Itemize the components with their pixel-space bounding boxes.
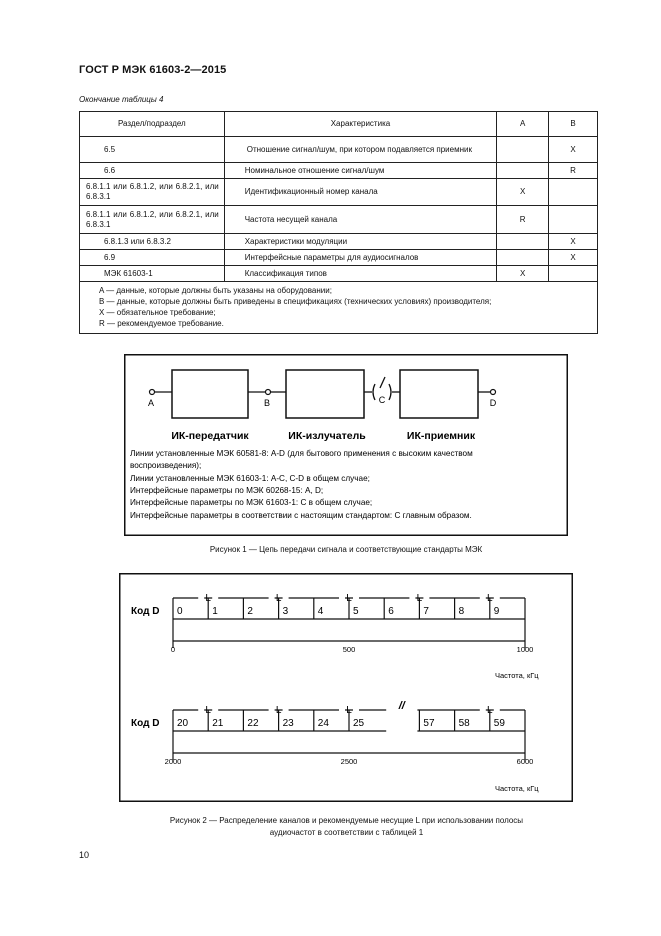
cell-b xyxy=(549,266,598,282)
table-row xyxy=(80,163,598,179)
cell-section: 6.8.1.3 или 6.8.3.2 xyxy=(80,234,225,250)
band2-tick-label: 6000 xyxy=(516,757,534,766)
optical-path-left xyxy=(373,384,375,400)
ir-receiver-label: ИК-приемник xyxy=(406,430,476,442)
note-a: A — данные, которые должны быть указаны на оборудовании; xyxy=(99,286,332,295)
figure-1-line: воспроизведения); xyxy=(130,461,202,470)
note-x: X — обязательное требование; xyxy=(99,308,216,317)
band2-code-label: 23 xyxy=(282,718,294,729)
band1-tick-label: 1000 xyxy=(516,645,534,654)
cell-a xyxy=(497,234,549,250)
cell-a xyxy=(497,163,549,179)
band2-code-label: 58 xyxy=(458,718,470,729)
figure-2-caption-line: Рисунок 2 — Распределение каналов и рекомендуемые несущие L при использовании полосы xyxy=(169,816,524,825)
document-title: ГОСТ Р МЭК 61603-2—2015 xyxy=(79,64,227,76)
band1-code-label: 4 xyxy=(317,606,324,617)
terminal-d xyxy=(491,390,496,395)
note-r: R — рекомендуемое требование. xyxy=(99,319,224,328)
band1-code-label: 6 xyxy=(388,606,394,617)
band2-code-label: 20 xyxy=(177,718,189,729)
cell-characteristic: Характеристики модуляции xyxy=(224,234,496,250)
cell-a: X xyxy=(497,179,549,206)
table-row xyxy=(80,206,598,234)
cell-b: X xyxy=(549,250,598,266)
figure-2-caption-line: аудиочастот в соответствии с таблицей 1 xyxy=(269,828,424,837)
header-b: B xyxy=(549,112,598,137)
ir-emitter-block xyxy=(286,370,364,418)
band1-axis-unit: Частота, кГц xyxy=(495,671,539,680)
optical-break-mark xyxy=(380,377,385,388)
band2-code-label: 57 xyxy=(423,718,435,729)
band1-code-label: 9 xyxy=(493,606,500,617)
figure-1-line: Линии установленные МЭК 60581-8: A-D (для бытового применения с высоким качеством xyxy=(130,449,473,458)
band2-break-mark: // xyxy=(398,700,405,712)
point-b-label: B xyxy=(263,398,271,408)
cell-characteristic: Интерфейсные параметры для аудиосигналов xyxy=(224,250,496,266)
band1-tick-label: 0 xyxy=(170,645,176,654)
ir-transmitter-label: ИК-передатчик xyxy=(171,430,249,442)
band2-code-label: 24 xyxy=(317,718,329,729)
band1-carrier-marker: L xyxy=(275,593,282,604)
band2-tick-label: 2500 xyxy=(340,757,358,766)
table-notes xyxy=(80,282,598,334)
table-row xyxy=(80,137,598,163)
cell-section: 6.8.1.1 или 6.8.1.2, или 6.8.2.1, или 6.8.3.1 xyxy=(80,206,225,234)
band2-code-label: 59 xyxy=(493,718,505,729)
header-a: A xyxy=(497,112,549,137)
band2-carrier-marker: L xyxy=(487,705,493,716)
cell-b: X xyxy=(549,137,598,163)
ir-receiver-block xyxy=(400,370,478,418)
band1-carrier-marker: L xyxy=(205,593,211,604)
table-row xyxy=(80,250,598,266)
figure-1-line: Интерфейсные параметры по МЭК 60268-15: A, D; xyxy=(130,486,324,495)
figure-1-caption: Рисунок 1 — Цепь передачи сигнала и соответствующие стандарты МЭК xyxy=(209,545,483,554)
optical-path-right xyxy=(389,384,391,400)
page-number: 10 xyxy=(79,850,90,860)
cell-characteristic: Номинальное отношение сигнал/шум xyxy=(224,163,496,179)
table-row xyxy=(80,234,598,250)
figure-1-diagram xyxy=(124,354,568,536)
band1-code-label: 5 xyxy=(353,606,359,617)
band2-carrier-marker: L xyxy=(346,705,352,716)
cell-characteristic: Отношение сигнал/шум, при котором подавляется приемник xyxy=(224,137,496,163)
figure-2-diagram xyxy=(119,573,573,802)
cell-b xyxy=(549,179,598,206)
figure-1-line: Линии установленные МЭК 61603-1: A-C, C-D в общем случае; xyxy=(130,474,370,483)
band1-code-label: 8 xyxy=(458,606,465,617)
cell-section: 6.5 xyxy=(80,137,225,163)
cell-b: X xyxy=(549,234,598,250)
band1-tick-label: 500 xyxy=(342,645,356,654)
band1-row-label: Код D xyxy=(131,606,160,617)
cell-a: R xyxy=(497,206,549,234)
band2-code-label: 25 xyxy=(353,718,365,729)
cell-a xyxy=(497,250,549,266)
band1-carrier-marker: L xyxy=(487,593,493,604)
band2-carrier-marker: L xyxy=(275,705,282,716)
band2-carrier-marker: L xyxy=(205,705,211,716)
terminal-b xyxy=(266,390,271,395)
band1-code-label: 7 xyxy=(423,606,429,617)
table-notes-row xyxy=(80,282,598,334)
figure-1-line: Интерфейсные параметры в соответствии с настоящим стандартом: C главным образом. xyxy=(130,511,472,520)
band2-axis-unit: Частота, кГц xyxy=(495,784,539,793)
figure-1 xyxy=(124,354,568,541)
table-header-row xyxy=(80,112,598,137)
point-d-label: D xyxy=(489,398,497,408)
cell-characteristic: Идентификационный номер канала xyxy=(224,179,496,206)
band1-code-label: 2 xyxy=(247,606,253,617)
band1-code-label: 3 xyxy=(282,606,289,617)
header-section: Раздел/подраздел xyxy=(80,112,225,137)
band1-code-label: 1 xyxy=(212,606,218,617)
table-row xyxy=(80,266,598,282)
figure-2 xyxy=(119,573,573,807)
cell-b: R xyxy=(549,163,598,179)
cell-section: 6.8.1.1 или 6.8.1.2, или 6.8.2.1, или 6.8.3.1 xyxy=(80,179,225,206)
cell-a: X xyxy=(497,266,549,282)
band2-row-label: Код D xyxy=(131,718,160,729)
cell-b xyxy=(549,206,598,234)
terminal-a xyxy=(150,390,155,395)
band1-carrier-marker: L xyxy=(346,593,352,604)
ir-emitter-label: ИК-излучатель xyxy=(288,430,366,442)
point-a-label: A xyxy=(147,398,155,408)
table-4 xyxy=(79,111,598,334)
note-b: B — данные, которые должны быть приведены в спецификациях (технических условиях) производителя; xyxy=(99,297,492,306)
figure-1-frame xyxy=(125,355,568,536)
band1-code-label: 0 xyxy=(177,606,183,617)
cell-characteristic: Частота несущей канала xyxy=(224,206,496,234)
band2-code-label: 21 xyxy=(212,718,224,729)
cell-a xyxy=(497,137,549,163)
figure-2-frame xyxy=(120,574,573,802)
table-caption: Окончание таблицы 4 xyxy=(79,95,164,104)
band1-carrier-marker: L xyxy=(416,593,423,604)
band2-tick-label: 2000 xyxy=(164,757,182,766)
figure-1-line: Интерфейсные параметры по МЭК 61603-1: C в общем случае; xyxy=(130,498,373,507)
cell-section: МЭК 61603-1 xyxy=(80,266,225,282)
band2-code-label: 22 xyxy=(247,718,259,729)
table-row xyxy=(80,179,598,206)
figure-2-caption xyxy=(100,815,593,839)
ir-transmitter-block xyxy=(172,370,248,418)
point-c-label: C xyxy=(378,395,386,405)
cell-characteristic: Классификация типов xyxy=(224,266,496,282)
cell-section: 6.6 xyxy=(80,163,225,179)
header-characteristic: Характеристика xyxy=(224,112,496,137)
cell-section: 6.9 xyxy=(80,250,225,266)
